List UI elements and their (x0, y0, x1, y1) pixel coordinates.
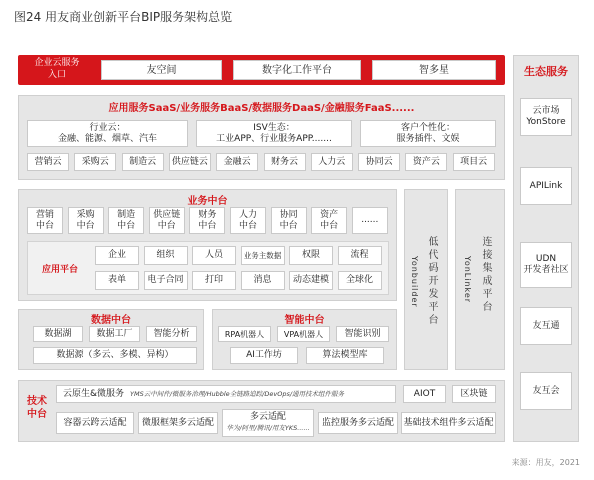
ecosystem-item: 云市场 YonStore (520, 98, 572, 136)
isv-ecosystem: ISV生态： 工业APP、行业服务APP....... (196, 120, 352, 147)
app-platform-item: 全球化 (338, 271, 382, 290)
ai-workshop: AI工作坊 (230, 347, 298, 364)
cloud-native-note: YMS云中间件/微服务治理/Hubble全链路追踪/DevOps/通用技术组件服务 (130, 389, 345, 398)
app-services-title: 应用服务SaaS/业务服务BaaS/数据服务DaaS/金融服务FaaS...... (108, 103, 415, 114)
business-mid-item: 协同 中台 (271, 207, 307, 234)
industry-cloud: 行业云： 金融、能源、烟草、汽车 (27, 120, 188, 147)
ecosystem-title: 生态服务 (524, 65, 568, 78)
blockchain-box: 区块链 (452, 385, 496, 403)
smart-recognition: 智能识别 (336, 326, 389, 342)
customer-custom: 客户个性化： 服务插件、文娱 (360, 120, 496, 147)
business-mid-item: 营销 中台 (27, 207, 63, 234)
business-mid-item: 人力 中台 (230, 207, 266, 234)
cloud-native-box (56, 385, 396, 403)
app-platform-item: 打印 (192, 271, 236, 290)
container-box: 容器云跨云适配 (56, 412, 134, 434)
app-service-item: 采购云 (74, 153, 116, 171)
app-platform-label: 应用平台 (41, 265, 78, 275)
app-service-item: 金融云 (216, 153, 258, 171)
app-platform-item: 消息 (241, 271, 285, 290)
multicloud-note: 华为/阿里/腾讯/用友YKS...... (226, 424, 310, 432)
entry-item: 友空间 (101, 60, 222, 80)
aiot-box: AIOT (403, 385, 446, 403)
app-platform-item: 企业 (95, 246, 139, 265)
ecosystem-item: APILink (520, 167, 572, 205)
data-mid-title: 数据中台 (91, 315, 131, 326)
data-lake: 数据湖 (33, 326, 83, 342)
app-service-item: 人力云 (311, 153, 353, 171)
app-service-item: 财务云 (264, 153, 306, 171)
microservice-box: 微服框架多云适配 (138, 412, 218, 434)
monitor-box: 监控服务多云适配 (318, 412, 398, 434)
lowcode-text: 低代码开发平台 (426, 236, 437, 327)
rpa-robot: RPA机器人 (218, 326, 271, 342)
algorithm-library: 算法模型库 (306, 347, 384, 364)
entry-item: 智多星 (372, 60, 496, 80)
source-note: 来源：用友，2021 (511, 458, 580, 467)
enterprise-entry-label: 企业云服务 入口 (34, 58, 80, 80)
multicloud-label: 多云适配 (249, 412, 286, 422)
app-platform-item: 动态建模 (289, 271, 333, 290)
figure-title: 图24 用友商业创新平台BIP服务架构总览 (14, 10, 233, 24)
entry-item: 数字化工作平台 (233, 60, 361, 80)
app-platform-item: 权限 (289, 246, 333, 265)
business-mid-item: 制造 中台 (108, 207, 144, 234)
cloud-native-label: 云原生&微服务 (63, 388, 125, 399)
multicloud-box (222, 409, 314, 437)
app-platform-item: 流程 (338, 246, 382, 265)
lowcode-sub: Yonbuilder (410, 256, 419, 308)
ecosystem-item: UDN 开发者社区 (520, 242, 572, 288)
connect-sub: YonLinker (463, 256, 472, 304)
app-service-item: 协同云 (358, 153, 400, 171)
business-mid-item: ...... (352, 207, 388, 234)
smart-analysis: 智能分析 (146, 326, 197, 342)
app-service-item: 制造云 (122, 153, 164, 171)
business-mid-item: 采购 中台 (68, 207, 104, 234)
business-mid-item: 财务 中台 (189, 207, 225, 234)
vpa-robot: VPA机器人 (277, 326, 330, 342)
tech-mid-label: 技术 中台 (27, 396, 47, 420)
app-service-item: 项目云 (453, 153, 495, 171)
data-factory: 数据工厂 (89, 326, 140, 342)
app-service-item: 营销云 (27, 153, 69, 171)
data-source: 数据源（多云、多模、异构） (33, 347, 197, 364)
business-mid-item: 供应链 中台 (149, 207, 185, 234)
app-platform-item: 人员 (192, 246, 236, 265)
app-platform-item: 电子合同 (144, 271, 188, 290)
ecosystem-item: 友互会 (520, 372, 572, 410)
ecosystem-item: 友互通 (520, 307, 572, 345)
app-service-item: 资产云 (405, 153, 447, 171)
connect-text: 连接集成平台 (480, 236, 491, 314)
business-mid-item: 资产 中台 (311, 207, 347, 234)
app-service-item: 供应链云 (169, 153, 211, 171)
infra-box: 基础技术组件多云适配 (401, 412, 496, 434)
smart-mid-title: 智能中台 (284, 315, 325, 326)
app-platform-item: 组织 (144, 246, 188, 265)
app-platform-item: 表单 (95, 271, 139, 290)
app-platform-item: 业务主数据 (241, 246, 285, 265)
business-mid-title: 业务中台 (187, 196, 228, 207)
